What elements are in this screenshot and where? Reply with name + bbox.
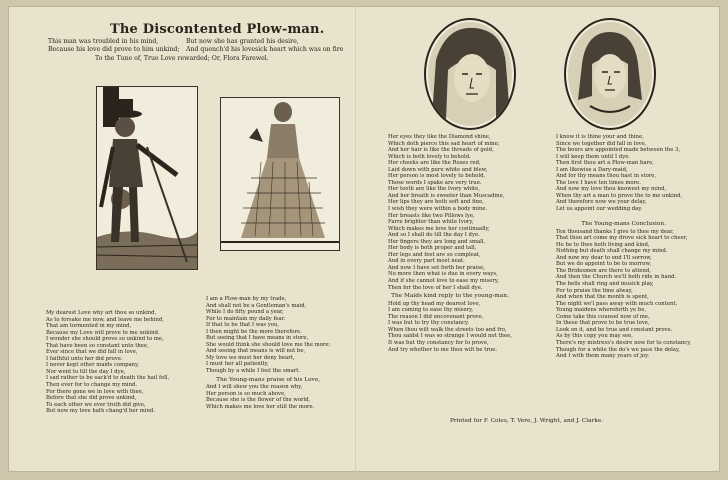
- verse-line: And therefore now we your delay,: [556, 199, 647, 206]
- verse-column-1: [46, 310, 169, 415]
- verse-line: And now my love thou knowest my mind,: [556, 186, 667, 193]
- verse-line: Thou saidst I was so strange I would not thee,: [388, 333, 512, 340]
- verse-line: There's my mistress's desire now for to constancy,: [556, 339, 692, 346]
- verse-line: Then first thou art a Plow-man bare,: [556, 160, 654, 167]
- verse-line: Come take this counsel now of me,: [556, 313, 650, 320]
- verse-line: And for thy means thou hast in store,: [556, 173, 657, 180]
- verse-line: Nothing but death shall change my mind.: [556, 248, 668, 255]
- verse-line: I am a Plow-man by my trade,: [206, 296, 287, 302]
- verse-line: And now my dear to end I'll sorrow,: [556, 254, 652, 261]
- verse-line: But we do appoint to be to morrow,: [556, 261, 652, 268]
- verse-line: I wonder she should prove so unkind to me,: [46, 336, 164, 343]
- verse-line: Her teeth are like the Ivory white,: [388, 186, 480, 193]
- verse-line: Which is both lovely to behold.: [388, 153, 471, 160]
- verse-line: Her person is so much above,: [206, 390, 286, 397]
- verse-line: Her legs and feet are so compleat,: [388, 251, 481, 258]
- verse-line: Her cheeks are like the Roses red,: [388, 160, 481, 167]
- verse-line: I was but to try thy constancy.: [388, 320, 469, 327]
- verse-line: I will keep them until I dye.: [556, 153, 631, 160]
- verse-line: And in every part most neat.: [388, 258, 465, 265]
- verse-line: But now my love hath chang'd her mind.: [46, 408, 155, 415]
- woman-portrait: [564, 18, 656, 130]
- verse-line: Because she is the flower of the world,: [206, 397, 311, 404]
- verse-line: Though by a while I feel the smart.: [206, 368, 301, 375]
- verse-line: As by this copy you may see,: [556, 333, 633, 340]
- verse-line: I wish they were within a body mine.: [388, 206, 488, 213]
- verse-line: And if she cannot love to ease my misery,: [388, 278, 499, 285]
- plowman-figure-icon: [97, 87, 197, 269]
- verse-line: But seeing that I have means in store,: [206, 335, 309, 342]
- verse-line: The bells shall ring and musick play,: [556, 281, 654, 288]
- header-right-line: And quench'd his lovesick heart which was on fire: [186, 46, 344, 53]
- verse-line: Because my Love will prove to me unkind.: [46, 329, 160, 336]
- verse-line: And now I have set forth her praise,: [388, 264, 485, 271]
- verse-line: Her person is most lovely to behold,: [388, 173, 486, 180]
- verse-line: For there gone we in love with thee,: [46, 388, 144, 395]
- verse-line: While I do fifty pound a year,: [206, 309, 284, 316]
- verse-line: Those words I spake are very true.: [388, 179, 482, 186]
- verse-line: And so I shall do till the day I dye.: [388, 232, 480, 239]
- verse-line: I am likewise a Dary-maid,: [556, 166, 628, 173]
- verse-line: I then might be the more therefore.: [206, 328, 302, 335]
- verse-line: I am coming to ease thy misery,: [388, 307, 474, 314]
- verse-line: And I with them many years of joy.: [556, 353, 650, 360]
- verse-line: The love I have ten times more.: [556, 179, 641, 186]
- verse-line: I know it is thine your and thine,: [556, 134, 644, 140]
- section-heading: The Young-mans praise of his Love,: [216, 376, 321, 383]
- verse-line: My dearest Love why art thou so unkind,: [46, 310, 157, 316]
- verse-line: To each other we ever truth did give,: [46, 401, 146, 408]
- verse-line: I must her all patiently,: [206, 361, 269, 368]
- verse-line: Though for a while the do's we pass the delay,: [556, 346, 680, 353]
- verse-line: Laid down with pure white and blew,: [388, 166, 488, 173]
- header-left-line: Because his love did prove to him unkind;: [48, 46, 180, 53]
- verse-line: And seeing that means is will not be,: [206, 348, 306, 355]
- verse-line: I faithful unto her did prove.: [46, 355, 123, 362]
- verse-line: I never kept other maids company,: [46, 362, 140, 369]
- verse-line: Farre brighter than white Ivory,: [388, 219, 474, 226]
- verse-line: Nor went to till the day I dye,: [46, 368, 126, 375]
- verse-line: The bours are appointed made between the 3,: [556, 147, 681, 154]
- verse-column-3: [388, 134, 512, 353]
- verse-line: Let us appoint our wedding day.: [556, 206, 643, 213]
- verse-line: As to forsake me now, and leave me behind,: [46, 316, 164, 323]
- verse-line: Ever since that we did fall in love,: [46, 349, 138, 356]
- verse-line: Before that she did prove unkind,: [46, 395, 137, 402]
- header-right-line: But now she has granted his desire,: [186, 38, 299, 45]
- fold-line: [355, 6, 356, 472]
- verse-line: Young maidens whereforth ye be,: [556, 307, 647, 314]
- verse-line: Ten thousand thanks I give to thee my dear,: [556, 228, 674, 235]
- tune-line: To the Tune of, True Love rewarded; Or, Flora Farewel.: [95, 55, 269, 62]
- header-left-line: This man was troubled in his mind,: [48, 38, 159, 45]
- verse-line: When thy art a man to prove the to me unkind,: [556, 192, 683, 199]
- verse-line: Look on it, and be true and constant prove.: [556, 326, 673, 333]
- ballad-title: The Discontented Plow-man.: [110, 22, 325, 37]
- verse-line: Her breasts like two Pillows lye,: [388, 212, 475, 219]
- verse-column-4: [556, 134, 691, 360]
- verse-line: And when that the month is spent,: [556, 294, 649, 301]
- verse-line: And try whether to me thou wilt be true.: [388, 346, 498, 353]
- verse-line: Which makes me love her still the more.: [206, 403, 315, 410]
- verse-line: If that to be that I was you,: [206, 322, 280, 329]
- plowman-woodcut: [96, 86, 198, 270]
- verse-line: The Bridesmen are there to attend,: [556, 267, 651, 274]
- verse-line: And her breath is sweeter than Muscadine,: [388, 192, 505, 199]
- verse-line: Hold up thy head my dearest love,: [388, 300, 481, 307]
- verse-line: The night we'l pass away with much content.: [556, 300, 678, 307]
- verse-line: Which makes me love her continually,: [388, 225, 490, 232]
- verse-line: Her lips they are both soft and fine,: [388, 199, 484, 206]
- verse-line: That am tormented in my mind,: [46, 323, 132, 330]
- lady-woodcut: [220, 97, 340, 251]
- verse-line: He be to thee both living and kind,: [556, 241, 650, 248]
- verse-line: Which doth pierce this sad heart of mine;: [388, 140, 500, 147]
- header-right: [186, 38, 343, 54]
- verse-line: It was but thy constancy for to prove,: [388, 339, 489, 346]
- verse-line: And then the Church we'll both ride in hand.: [556, 274, 677, 281]
- verse-line: Her fingers they are long and small,: [388, 238, 486, 245]
- header-left: [48, 38, 179, 54]
- verse-line: In these that prove to be true love,: [556, 320, 650, 327]
- verse-line: No more then what is due in every ways,: [388, 271, 498, 278]
- man-portrait: [424, 18, 516, 130]
- verse-line: Since we together did fall in love,: [556, 140, 647, 147]
- verse-line: I sad rather to be sack'd to death the hail fell,: [46, 375, 170, 382]
- verse-line: Her eyes they like the Diamond shine,: [388, 134, 491, 140]
- lady-figure-icon: [221, 98, 339, 250]
- verse-line: That thou art come my drove sick heart to cheer,: [556, 235, 688, 242]
- printer-imprint: Printed for F. Coles, T. Vere, J. Wright, and J. Clarke.: [450, 418, 604, 424]
- verse-column-2: [206, 296, 330, 410]
- verse-line: And her hair is like the threads of gold,: [388, 147, 494, 154]
- verse-line: My love we must her deny heart,: [206, 354, 295, 361]
- woman-portrait-icon: [566, 20, 654, 128]
- verse-line: Her body is both proper and tall,: [388, 245, 477, 252]
- verse-line: The reason I did uncovenant prove,: [388, 313, 484, 320]
- man-portrait-icon: [426, 20, 514, 128]
- verse-line: For to maintain my daily fear.: [206, 315, 286, 322]
- verse-line: Then for the love of her I shall dye.: [388, 284, 483, 291]
- verse-line: She would think she should love me the more;: [206, 341, 331, 348]
- section-heading: The Young-mans Conclusion.: [581, 221, 666, 228]
- verse-line: When thou wilt walk the streets too and fro,: [388, 326, 507, 333]
- verse-line: And shall not be a Gentleman's maid,: [206, 302, 307, 309]
- section-heading: The Maids kind reply to the young-man.: [391, 293, 509, 300]
- verse-line: For to praise the time alway,: [556, 287, 633, 294]
- verse-line: That have been so constant unto thee,: [46, 342, 149, 349]
- verse-line: And I will shew you the reason why,: [206, 384, 303, 391]
- verse-line: Then ever for to change my mind.: [46, 382, 138, 389]
